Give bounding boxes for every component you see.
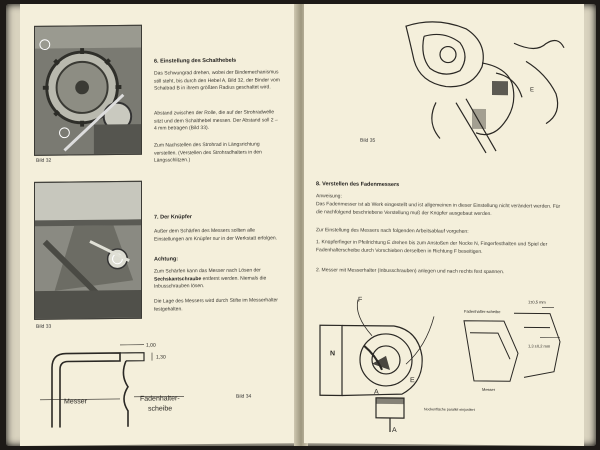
caption-bild-34: Bild 34	[236, 393, 252, 400]
caption-bild-33: Bild 33	[36, 323, 52, 330]
section-6-title: 6. Einstellung des Schalthebels	[154, 57, 237, 65]
photo-bild-33	[34, 181, 142, 320]
diagram-label-nocke: Nockenfläche parallel einjustiert	[424, 407, 475, 412]
label-messer: Messer	[64, 398, 87, 406]
diagram-label-n: N	[330, 350, 336, 358]
knotter-drawing	[396, 12, 568, 160]
label-fadenhalter-line1: Fadenhalter-	[140, 395, 180, 403]
diagram-bild-34	[34, 334, 224, 428]
label-fadenhalter-line2: scheibe	[148, 405, 173, 413]
section-8-paragraph-1: Das Fadenmesser ist ab Werk eingestellt und ist allgemeinen in dieser Einstellung nicht verändert werden. Für die nachfolgend beschriebene Verstellung muß der Knüpfer ausgebaut werden.	[316, 201, 561, 217]
knife-profile-diagram	[34, 334, 224, 428]
achtung-text-bold: Sechskantschraube	[154, 275, 202, 283]
section-8-paragraph-2: Zur Einstellung des Messers nach folgenden Arbeitsablauf vorgehen:	[316, 227, 469, 235]
achtung-text-pre: Zum Schärfen kann das Messer nach Lösen der	[154, 267, 261, 275]
section-6-paragraph-3: Zum Nachstellen des Strohrad in Längsrichtung verstellen. (Verstellen des Strohradhalters in den Längsschlitzen.)	[154, 141, 262, 164]
diagram-label-a-bottom: A	[392, 426, 397, 435]
section-7-paragraph-1: Außer dem Schärfen des Messers sollten alle Einstellungen am Knüpfer nur in der Werkstatt erfolgen.	[154, 227, 278, 243]
section-8-title: 8. Verstellen des Fadenmessers	[316, 181, 400, 189]
section-6-paragraph-2: Abstand zwischen der Rolle, die auf der Strohradwelle sitzt und dem Schalthebel messen. Der Abstand soll 2 – 4 mm betragen (Bild 33).	[154, 109, 278, 132]
achtung-title: Achtung:	[154, 256, 179, 263]
anweisung-label: Anweisung:	[316, 193, 342, 200]
achtung-paragraph-1	[154, 267, 280, 291]
diagram-knife-setting	[314, 285, 572, 438]
caption-bild-32: Bild 32	[36, 157, 52, 164]
knife-setting-drawing	[314, 285, 572, 438]
photo-bild-32	[34, 25, 142, 156]
dim-top-label: 1,00	[146, 342, 156, 349]
book-spread	[6, 4, 596, 446]
diagram-label-fadenhalter: Fadenhalter-scheibe	[464, 308, 501, 315]
diagram-dim-1: 1±0,5 mm	[528, 299, 546, 305]
section-7-title: 7. Der Knüpfer	[154, 214, 192, 221]
diagram-dim-2: 1,3 ±0,2 mm	[528, 343, 551, 349]
dim-side-label: 1,30	[156, 354, 166, 361]
section-8-item-2: 2. Messer mit Messerhalter (Inbusschrauben) anlegen und nach rechts fest spannen.	[316, 267, 505, 276]
right-page	[304, 4, 584, 446]
left-page	[20, 4, 300, 446]
gear-mechanism-image	[35, 26, 141, 155]
diagram-label-e: E	[410, 377, 415, 385]
section-8-item-1: 1. Knüpferfinger in Pfeilrichtung E drehen bis zum Anstoßen der Nocke N, Fingerfesthalten und Spiel der Fadenhalterscheibe durch Vorschieben derselben in Richtung F beseitigen.	[316, 239, 548, 255]
diagram-label-a: A	[374, 388, 379, 396]
diagram-label-messer: Messer	[482, 386, 496, 393]
section-6-paragraph-1: Das Schwungrad drehen, wobei der Bindemechanismus still steht, bis durch den Hebel A, Bild 32, der Binder vom Schaltrad B in ihrem größten Radius geschaltet wird.	[154, 69, 280, 92]
bild35-label-e: E	[530, 87, 535, 94]
roller-lever-image	[35, 182, 141, 319]
caption-bild-35: Bild 35	[360, 137, 376, 144]
diagram-bild-35	[396, 12, 568, 160]
achtung-text-post: entfernt werden. Niemals die Inbusschrauben lösen.	[154, 275, 267, 290]
achtung-paragraph-2: Die Lage des Messers wird durch Stifte im Messerhalter festgehalten.	[154, 297, 278, 313]
diagram-label-f: F	[358, 296, 363, 304]
